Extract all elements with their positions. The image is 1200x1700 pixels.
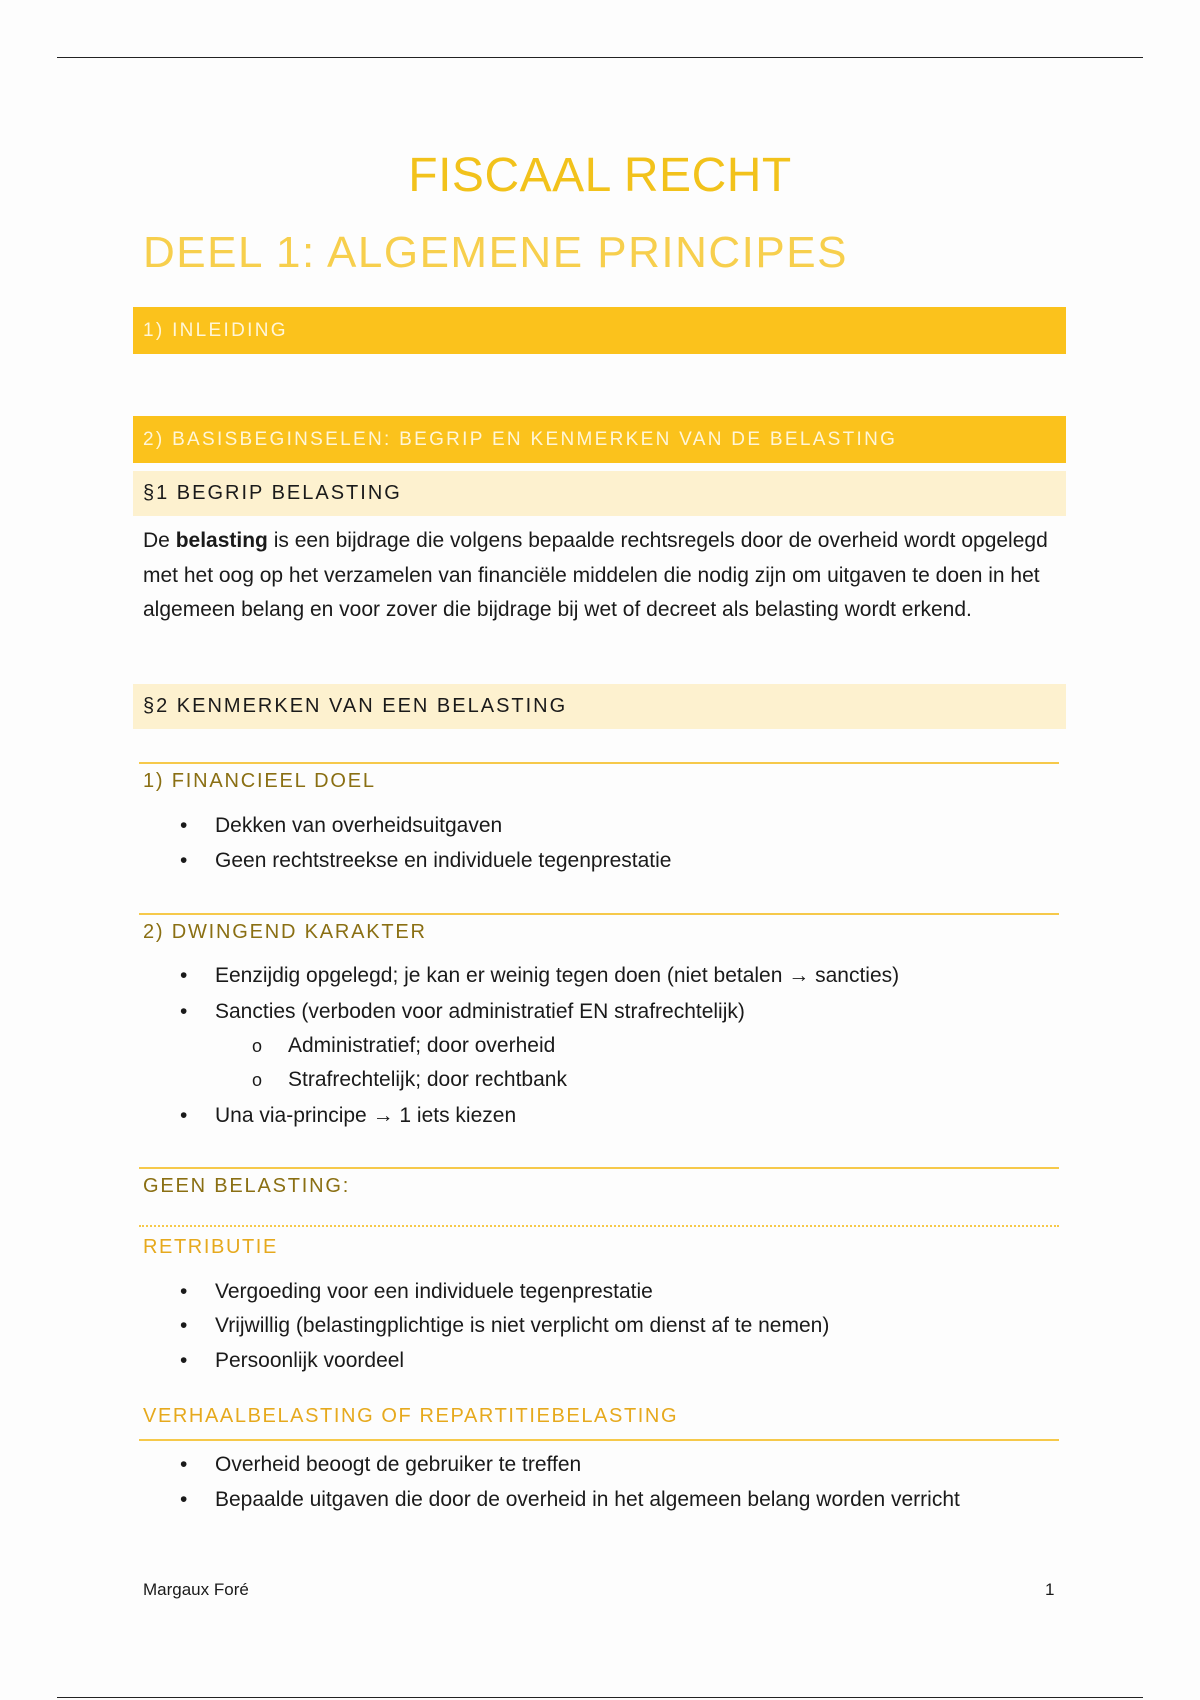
footer-author: Margaux Foré [143, 1580, 249, 1599]
heading-financieel-doel: 1) FINANCIEEL DOEL [143, 770, 376, 792]
bullet: • [180, 814, 188, 837]
dotted-rule [139, 1225, 1059, 1227]
definition-paragraph [143, 524, 1063, 628]
definition-body: is een bijdrage die volgens bepaalde rechtsregels door de overheid wordt opgelegd met het oog op het verzamelen van financiële middelen die nodig zijn om uitgaven te doen in het algemeen belang en voor zover die bijdrage bij wet of decreet als belasting wordt erkend. [143, 529, 1048, 621]
subsection-kenmerken: §2 KENMERKEN VAN EEN BELASTING [133, 684, 1066, 729]
sub-list-item-text: Administratief; door overheid [288, 1034, 556, 1057]
list-item-text: Eenzijdig opgelegd; je kan er weinig tegen doen (niet betalen → sancties) [215, 964, 900, 987]
heading-dwingend-karakter: 2) DWINGEND KARAKTER [143, 921, 427, 943]
sub-bullet: o [252, 1036, 263, 1056]
bullet: • [180, 1104, 188, 1127]
bullet: • [180, 849, 188, 872]
sub-bullet: o [252, 1070, 263, 1090]
bullet: • [180, 1488, 188, 1511]
part-heading: DEEL 1: ALGEMENE PRINCIPES [143, 228, 848, 277]
document-title: FISCAAL RECHT [408, 149, 792, 202]
sub-list-item-text: Strafrechtelijk; door rechtbank [288, 1068, 567, 1091]
list-item-text: Dekken van overheidsuitgaven [215, 814, 503, 837]
heading-retributie: RETRIBUTIE [143, 1236, 278, 1258]
bullet: • [180, 1280, 188, 1303]
bullet: • [180, 1314, 188, 1337]
rule-dwingend [139, 913, 1059, 915]
list-item-text: Persoonlijk voordeel [215, 1349, 405, 1372]
bullet: • [180, 1000, 188, 1023]
bullet: • [180, 1349, 188, 1372]
bottom-page-rule [57, 1697, 1143, 1698]
rule-verhaalbelasting [139, 1439, 1059, 1441]
list-item-text: Overheid beoogt de gebruiker te treffen [215, 1453, 582, 1476]
section-basisbeginselen: 2) BASISBEGINSELEN: BEGRIP EN KENMERKEN VAN DE BELASTING [133, 416, 1066, 463]
bullet: • [180, 964, 188, 987]
definition-lead: De [143, 529, 170, 552]
list-item-text: Geen rechtstreekse en individuele tegenprestatie [215, 849, 672, 872]
bullet: • [180, 1453, 188, 1476]
list-item-text: Una via-principe → 1 iets kiezen [215, 1104, 517, 1127]
top-page-rule [57, 57, 1143, 58]
list-item-text: Sancties (verboden voor administratief EN strafrechtelijk) [215, 1000, 745, 1023]
list-item-text: Bepaalde uitgaven die door de overheid in het algemeen belang worden verricht [215, 1488, 960, 1511]
heading-geen-belasting: GEEN BELASTING: [143, 1175, 351, 1197]
heading-verhaalbelasting: VERHAALBELASTING OF REPARTITIEBELASTING [143, 1405, 679, 1427]
footer-page-number: 1 [1045, 1580, 1055, 1599]
definition-term: belasting [175, 529, 268, 552]
list-item-text: Vrijwillig (belastingplichtige is niet verplicht om dienst af te nemen) [215, 1314, 830, 1337]
rule-geen-belasting [139, 1167, 1059, 1169]
rule-financieel [139, 762, 1059, 764]
section-inleiding: 1) INLEIDING [133, 307, 1066, 354]
list-item-text: Vergoeding voor een individuele tegenprestatie [215, 1280, 653, 1303]
subsection-begrip: §1 BEGRIP BELASTING [133, 471, 1066, 516]
